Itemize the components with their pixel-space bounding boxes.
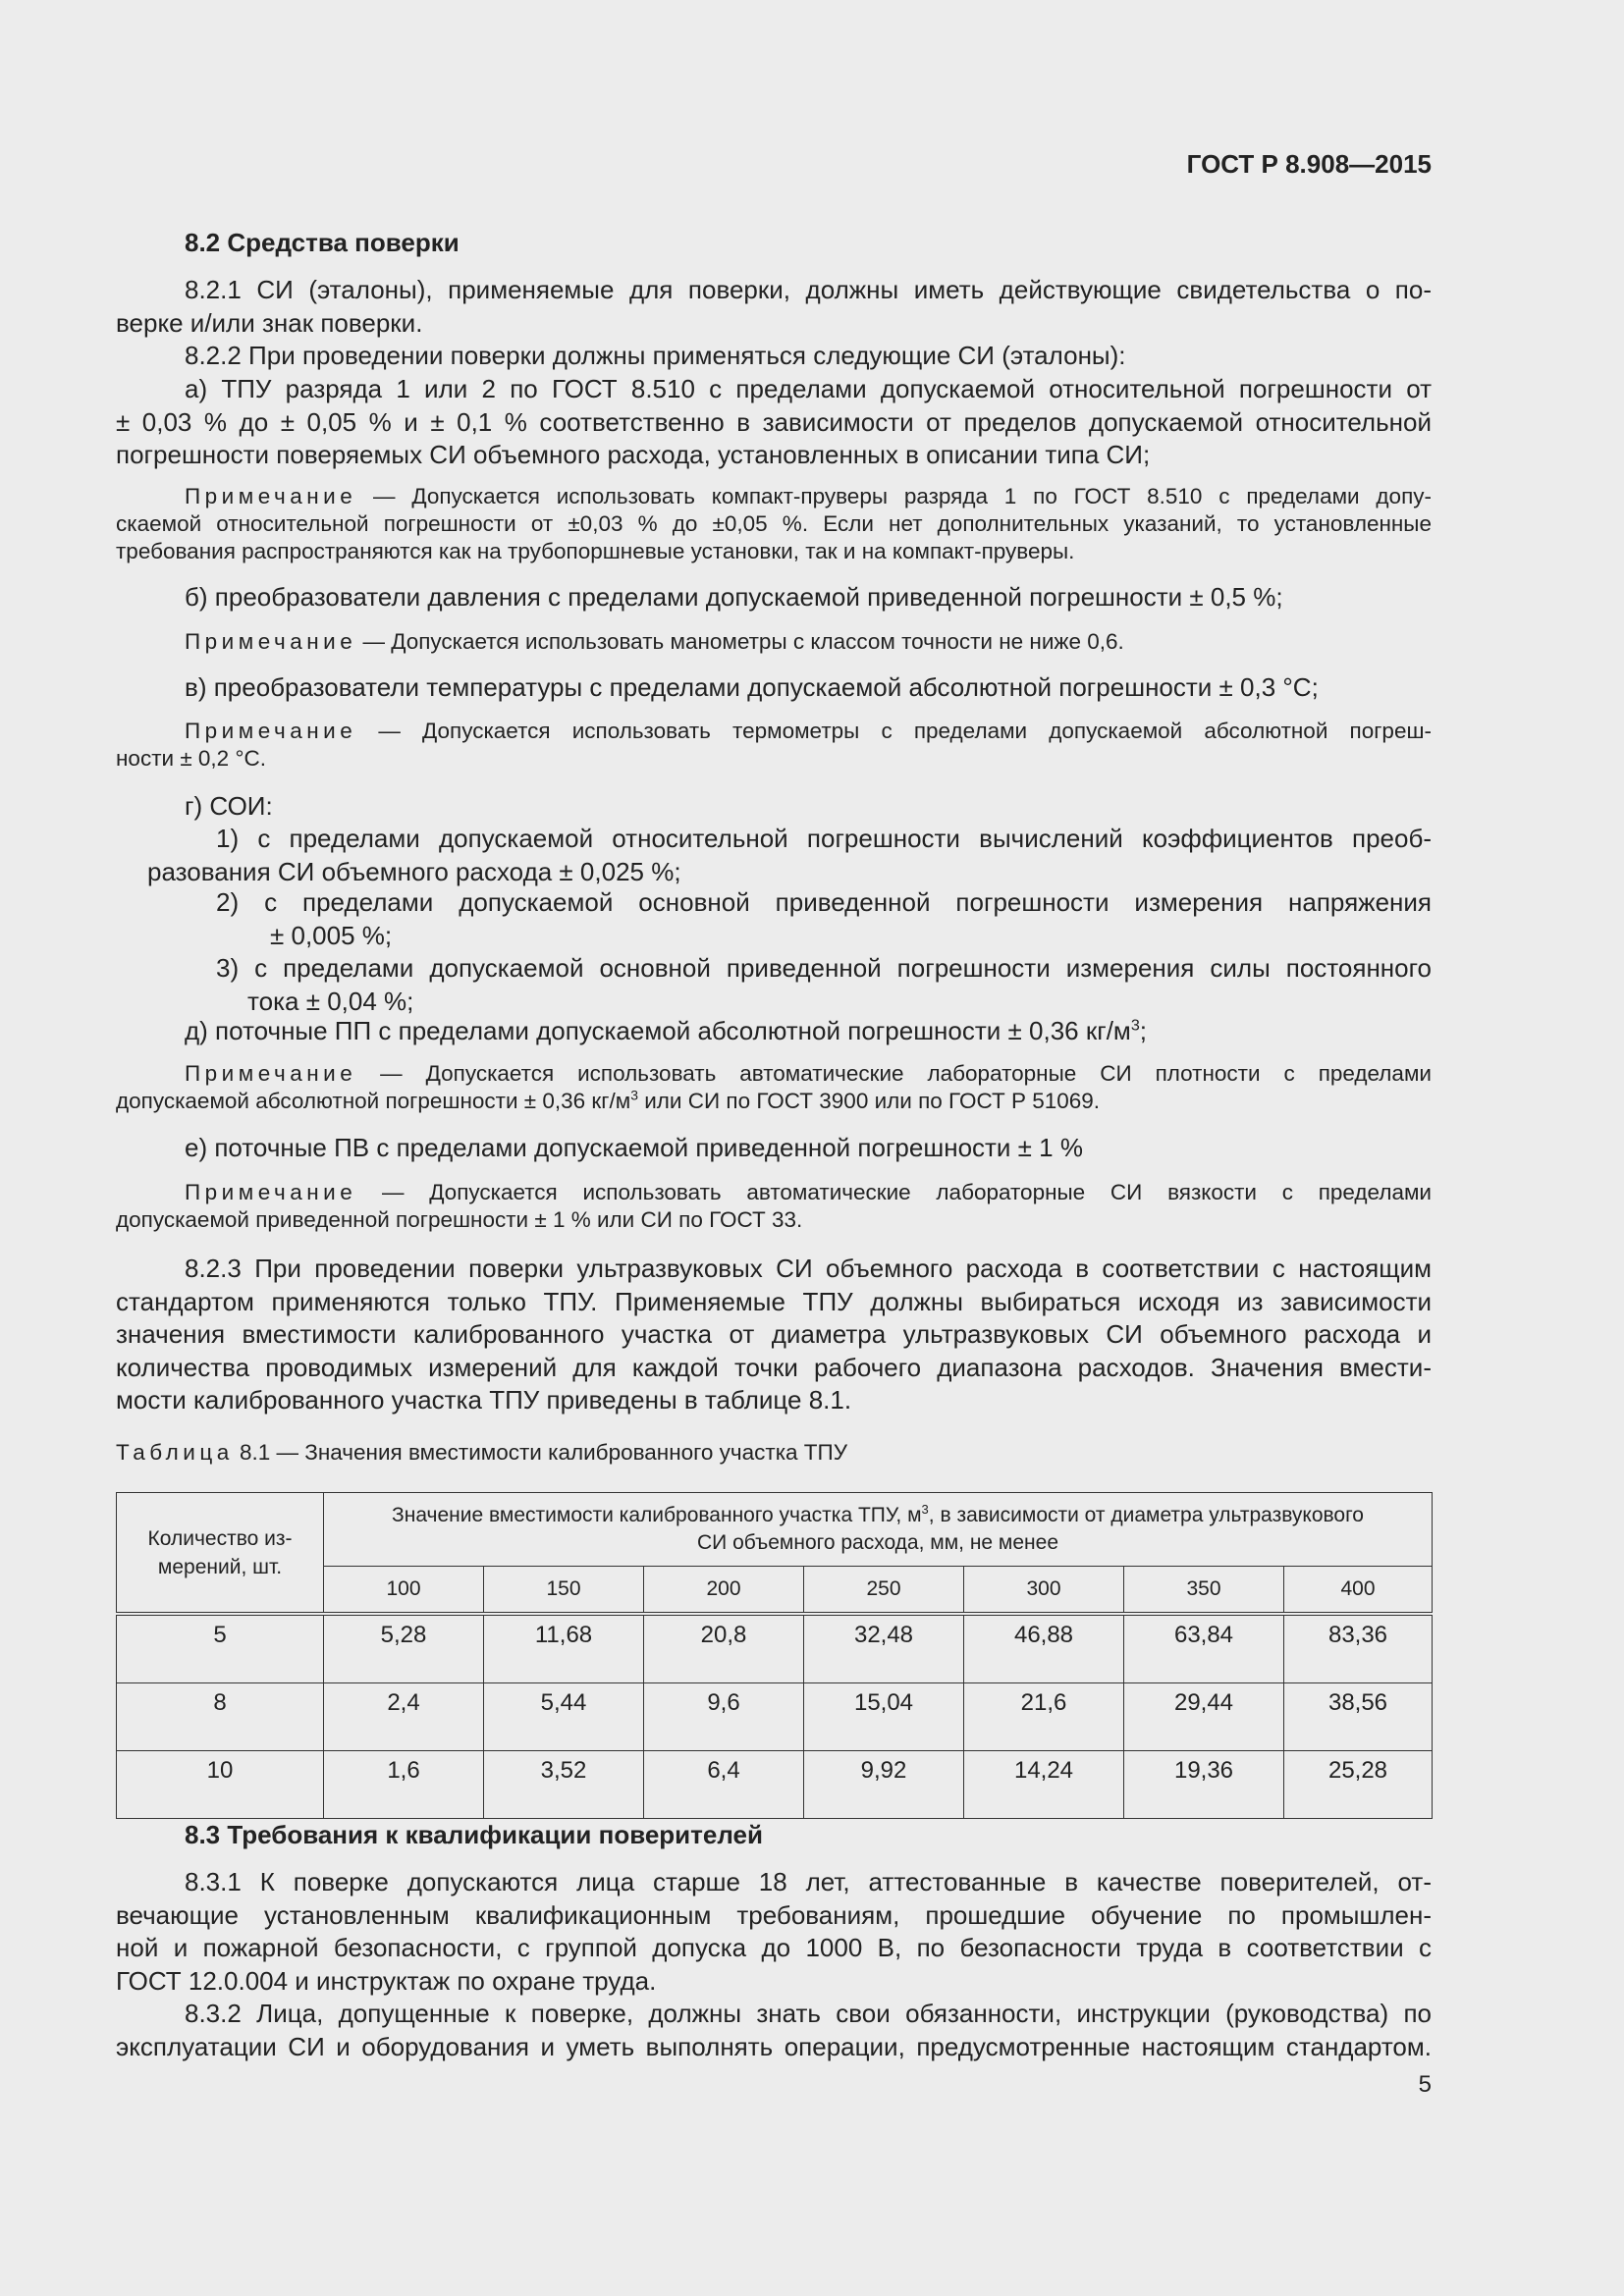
- value-cell: 9,6: [644, 1683, 804, 1751]
- note-label: Примечание: [185, 1061, 357, 1086]
- note-b: [116, 628, 1432, 656]
- note-text: — Допускается использовать манометры с классом точности не ниже 0,6.: [356, 629, 1124, 654]
- column-group-header: [324, 1493, 1433, 1567]
- text-line: ной и пожарной безопасности, с группой допуска до 1000 В, по безопасности труда в соответствии с: [116, 1933, 1432, 1962]
- value-cell: 14,24: [964, 1751, 1124, 1819]
- section-8-2-title: 8.2 Средства поверки: [185, 228, 460, 257]
- value-cell: 63,84: [1124, 1614, 1284, 1683]
- value-cell: 5,44: [484, 1683, 644, 1751]
- header-text: , в зависимости от диаметра ультразвукового: [928, 1504, 1364, 1526]
- text-line: 8.2.3 При проведении поверки ультразвуковых СИ объемного расхода в соответствии с настоящим: [185, 1254, 1432, 1283]
- note-text: — Допускается использовать автоматические лабораторные СИ вязкости с пределами: [356, 1180, 1432, 1204]
- header-text: Значение вместимости калиброванного участка ТПУ, м: [392, 1504, 922, 1526]
- text-line: 8.3.2 Лица, допущенные к поверке, должны знать свои обязанности, инструкции (руководства) по: [185, 1999, 1432, 2028]
- item-d: [116, 1015, 1432, 1048]
- text-line: вечающие установленным квалификационным требованиям, прошедшие обучение по промышлен-: [116, 1899, 1432, 1930]
- table-caption-label: Таблица: [116, 1440, 234, 1465]
- table-caption: [116, 1438, 1432, 1468]
- value-cell: 25,28: [1284, 1751, 1433, 1819]
- table-header-row: [117, 1493, 1433, 1567]
- text-line: тока ± 0,04 %;: [247, 986, 414, 1016]
- text-line: д) поточные ПП с пределами допускаемой абсолютной погрешности ± 0,36 кг/м: [185, 1016, 1131, 1045]
- item-g: [116, 790, 1432, 824]
- superscript: 3: [630, 1087, 638, 1103]
- text-line: г) СОИ:: [185, 791, 273, 821]
- value-cell: 1,6: [324, 1751, 484, 1819]
- item-v: [116, 671, 1432, 705]
- text-line: эксплуатации СИ и оборудования и уметь выполнять операции, предусмотренные настоящим стандартом.: [116, 2031, 1432, 2061]
- item-g1: [147, 823, 1432, 888]
- value-cell: 46,88: [964, 1614, 1124, 1683]
- value-cell: 83,36: [1284, 1614, 1433, 1683]
- count-cell: 10: [117, 1751, 324, 1819]
- value-cell: 29,44: [1124, 1683, 1284, 1751]
- diameter-header: 250: [804, 1567, 964, 1615]
- text-line: погрешности поверяемых СИ объемного расхода, установленных в описании типа СИ;: [116, 440, 1151, 469]
- value-cell: 19,36: [1124, 1751, 1284, 1819]
- text-line: 1) с пределами допускаемой относительной погрешности вычислений коэффициентов преоб-: [216, 824, 1432, 853]
- text-line: 8.2.2 При проведении поверки должны применяться следующие СИ (эталоны):: [185, 341, 1126, 370]
- value-cell: 9,92: [804, 1751, 964, 1819]
- note-text: — Допускается использовать термометры с пределами допускаемой абсолютной погреш-: [356, 719, 1432, 743]
- item-b: [116, 581, 1432, 614]
- note-d: [116, 1060, 1432, 1115]
- value-cell: 32,48: [804, 1614, 964, 1683]
- text-line: в) преобразователи температуры с пределами допускаемой абсолютной погрешности ± 0,3 °С;: [185, 672, 1319, 702]
- superscript: 3: [1130, 1016, 1140, 1035]
- text-line: ГОСТ 12.0.004 и инструктаж по охране труда.: [116, 1965, 657, 1996]
- table-row: [117, 1614, 1433, 1683]
- diameter-header: 100: [324, 1567, 484, 1615]
- value-cell: 11,68: [484, 1614, 644, 1683]
- note-e: [116, 1179, 1432, 1234]
- document-header: ГОСТ Р 8.908—2015: [1186, 149, 1432, 179]
- note-label: Примечание: [185, 1180, 357, 1204]
- section-8-3-title: 8.3 Требования к квалификации поверителей: [185, 1820, 763, 1849]
- text-line: 8.3.1 К поверке допускаются лица старше 18 лет, аттестованные в качестве поверителей, от-: [185, 1867, 1432, 1896]
- text-line: ± 0,03 % до ± 0,05 % и ± 0,1 % соответственно в зависимости от пределов допускаемой относительной: [116, 406, 1432, 437]
- note-text: допускаемой приведенной погрешности ± 1 % или СИ по ГОСТ 33.: [116, 1207, 803, 1232]
- table-row: [117, 1751, 1433, 1819]
- text-line: ;: [1139, 1016, 1148, 1045]
- diameter-header: 400: [1284, 1567, 1433, 1615]
- value-cell: 20,8: [644, 1614, 804, 1683]
- text-line: 3) с пределами допускаемой основной приведенной погрешности измерения силы постоянного: [216, 953, 1432, 983]
- paragraph-8-3-1: [116, 1866, 1432, 1998]
- note-a: [116, 483, 1432, 565]
- note-label: Примечание: [185, 629, 357, 654]
- note-text: допускаемой абсолютной погрешности ± 0,36 кг/м: [116, 1089, 631, 1113]
- header-text: СИ объемного расхода, мм, не менее: [697, 1531, 1059, 1554]
- diameter-header: 200: [644, 1567, 804, 1615]
- value-cell: 6,4: [644, 1751, 804, 1819]
- note-text: ности ± 0,2 °С.: [116, 746, 266, 771]
- capacity-table: [116, 1492, 1433, 1819]
- table-caption-text: 8.1 — Значения вместимости калиброванного участка ТПУ: [233, 1440, 847, 1465]
- text-line: б) преобразователи давления с пределами допускаемой приведенной погрешности ± 0,5 %;: [185, 582, 1283, 612]
- page-number: 5: [1418, 2071, 1432, 2098]
- text-line: верке и/или знак поверки.: [116, 307, 423, 338]
- text-line: 2) с пределами допускаемой основной приведенной погрешности измерения напряжения: [216, 887, 1432, 917]
- value-cell: 21,6: [964, 1683, 1124, 1751]
- count-cell: 5: [117, 1614, 324, 1683]
- text-line: разования СИ объемного расхода ± 0,025 %;: [147, 856, 681, 886]
- value-cell: 38,56: [1284, 1683, 1433, 1751]
- note-text: — Допускается использовать автоматические лабораторные СИ плотности с пределами: [356, 1061, 1432, 1086]
- text-line: е) поточные ПВ с пределами допускаемой приведенной погрешности ± 1 %: [185, 1133, 1083, 1162]
- value-cell: 5,28: [324, 1614, 484, 1683]
- item-g3: [216, 952, 1432, 1018]
- paragraph-8-2-2: [116, 340, 1432, 373]
- count-cell: 8: [117, 1683, 324, 1751]
- text-line: ± 0,005 %;: [270, 920, 393, 950]
- diameter-header: 150: [484, 1567, 644, 1615]
- value-cell: 2,4: [324, 1683, 484, 1751]
- text-line: а) ТПУ разряда 1 или 2 по ГОСТ 8.510 с пределами допускаемой относительной погрешности от: [185, 374, 1432, 403]
- value-cell: 3,52: [484, 1751, 644, 1819]
- note-label: Примечание: [185, 484, 357, 508]
- note-text: — Допускается использовать компакт-пруверы разряда 1 по ГОСТ 8.510 с пределами допу-: [356, 484, 1432, 508]
- note-label: Примечание: [185, 719, 357, 743]
- paragraph-8-2-3: [116, 1253, 1432, 1417]
- table-row: [117, 1683, 1433, 1751]
- item-e: [116, 1132, 1432, 1165]
- note-text: требования распространяются как на трубопоршневые установки, так и на компакт-пруверы.: [116, 539, 1075, 563]
- text-line: 8.2.1 СИ (эталоны), применяемые для поверки, должны иметь действующие свидетельства о по-: [185, 275, 1432, 304]
- diameter-header: 300: [964, 1567, 1124, 1615]
- text-line: мости калиброванного участка ТПУ приведены в таблице 8.1.: [116, 1385, 852, 1415]
- column-header-count: Количество из-мерений, шт.: [117, 1493, 324, 1615]
- text-line: количества проводимых измерений для каждой точки рабочего диапазона расходов. Значения вмести-: [116, 1352, 1432, 1382]
- note-v: [116, 718, 1432, 773]
- note-text: скаемой относительной погрешности от ±0,03 % до ±0,05 %. Если нет дополнительных указаний, то установленные: [116, 511, 1432, 536]
- item-a: [116, 373, 1432, 472]
- paragraph-8-3-2: [116, 1998, 1432, 2063]
- item-g2: [216, 886, 1432, 952]
- note-text: или СИ по ГОСТ 3900 или по ГОСТ Р 51069.: [637, 1089, 1101, 1113]
- text-line: стандартом применяются только ТПУ. Применяемые ТПУ должны выбираться исходя из зависимости: [116, 1286, 1432, 1316]
- text-line: значения вместимости калиброванного участка от диаметра ультразвуковых СИ объемного расхода и: [116, 1319, 1432, 1349]
- value-cell: 15,04: [804, 1683, 964, 1751]
- paragraph-8-2-1: [116, 274, 1432, 340]
- superscript: 3: [921, 1502, 929, 1517]
- diameter-header: 350: [1124, 1567, 1284, 1615]
